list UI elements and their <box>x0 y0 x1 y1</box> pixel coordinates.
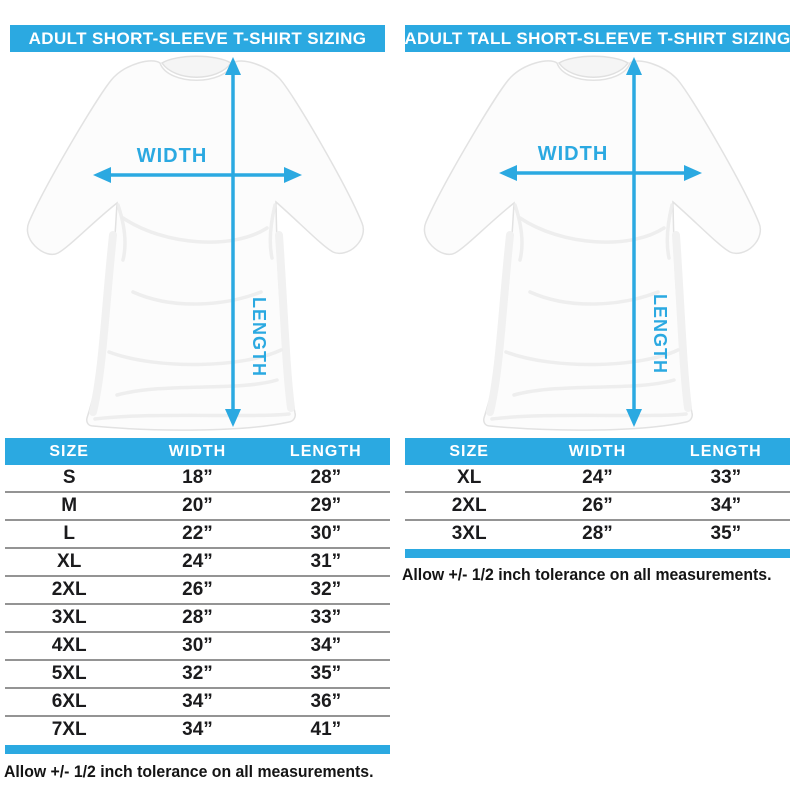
table-header-row <box>5 438 390 465</box>
table-row <box>5 687 390 715</box>
length-measure-label: LENGTH <box>650 294 670 374</box>
column-header-length: LENGTH <box>689 442 762 460</box>
length-cell: 32” <box>310 579 342 600</box>
width-cell: 34” <box>182 691 213 712</box>
table-underline-bar <box>405 549 790 558</box>
left-tshirt-diagram <box>5 50 390 438</box>
column-header-length: LENGTH <box>289 442 362 460</box>
size-cell: 5XL <box>51 663 87 684</box>
table-row <box>5 575 390 603</box>
length-cell: 34” <box>310 635 342 656</box>
column-header-width: WIDTH <box>568 442 627 460</box>
width-cell: 28” <box>582 523 613 544</box>
column-header-width: WIDTH <box>168 442 227 460</box>
width-cell: 30” <box>182 635 213 656</box>
length-cell: 33” <box>710 467 742 488</box>
length-cell: 35” <box>710 523 742 544</box>
table-row <box>5 465 390 491</box>
size-cell: L <box>63 523 75 544</box>
right-tolerance-note: Allow +/- 1/2 inch tolerance on all measurements. <box>402 565 772 584</box>
size-cell: 2XL <box>51 579 87 600</box>
table-row <box>405 465 790 491</box>
table-row <box>5 659 390 687</box>
width-cell: 24” <box>182 551 213 572</box>
length-cell: 41” <box>310 719 342 740</box>
length-cell: 34” <box>710 495 742 516</box>
length-cell: 33” <box>310 607 342 628</box>
width-cell: 26” <box>582 495 613 516</box>
size-cell: 3XL <box>451 523 487 544</box>
left-size-table <box>5 438 390 754</box>
length-measure-label: LENGTH <box>249 297 269 377</box>
size-cell: XL <box>57 551 82 572</box>
table-row <box>5 631 390 659</box>
left-tolerance-note: Allow +/- 1/2 inch tolerance on all measurements. <box>4 762 374 781</box>
left-panel-title: ADULT SHORT-SLEEVE T-SHIRT SIZING <box>10 25 385 52</box>
size-cell: 4XL <box>51 635 87 656</box>
table-row <box>5 603 390 631</box>
width-cell: 32” <box>182 663 213 684</box>
size-cell: 7XL <box>51 719 87 740</box>
table-row <box>405 519 790 547</box>
width-cell: 20” <box>182 495 213 516</box>
length-cell: 31” <box>310 551 342 572</box>
tshirt-silhouette <box>27 61 363 430</box>
length-cell: 28” <box>310 467 342 488</box>
column-header-size: SIZE <box>49 442 89 460</box>
width-measure-label: WIDTH <box>537 143 609 165</box>
width-cell: 34” <box>182 719 213 740</box>
tshirt-silhouette <box>424 61 760 430</box>
size-cell: 6XL <box>51 691 87 712</box>
width-measure-label: WIDTH <box>136 145 208 167</box>
size-cell: 2XL <box>451 495 487 516</box>
length-cell: 30” <box>310 523 342 544</box>
length-cell: 35” <box>310 663 342 684</box>
right-panel-title: ADULT TALL SHORT-SLEEVE T-SHIRT SIZING <box>405 25 790 52</box>
collar <box>559 56 628 77</box>
size-cell: M <box>61 495 78 516</box>
table-row <box>5 547 390 575</box>
width-cell: 28” <box>182 607 213 628</box>
table-row <box>5 715 390 743</box>
table-header-row <box>405 438 790 465</box>
table-row <box>5 491 390 519</box>
width-cell: 24” <box>582 467 613 488</box>
size-cell: 3XL <box>51 607 87 628</box>
width-cell: 26” <box>182 579 213 600</box>
width-cell: 22” <box>182 523 213 544</box>
width-cell: 18” <box>182 467 213 488</box>
size-cell: S <box>62 467 76 488</box>
table-row <box>5 519 390 547</box>
table-underline-bar <box>5 745 390 754</box>
collar <box>162 56 231 77</box>
table-row <box>405 491 790 519</box>
right-size-table <box>405 438 790 558</box>
column-header-size: SIZE <box>449 442 489 460</box>
size-cell: XL <box>457 467 482 488</box>
length-cell: 36” <box>310 691 342 712</box>
right-tshirt-diagram <box>402 50 787 438</box>
length-cell: 29” <box>310 495 342 516</box>
